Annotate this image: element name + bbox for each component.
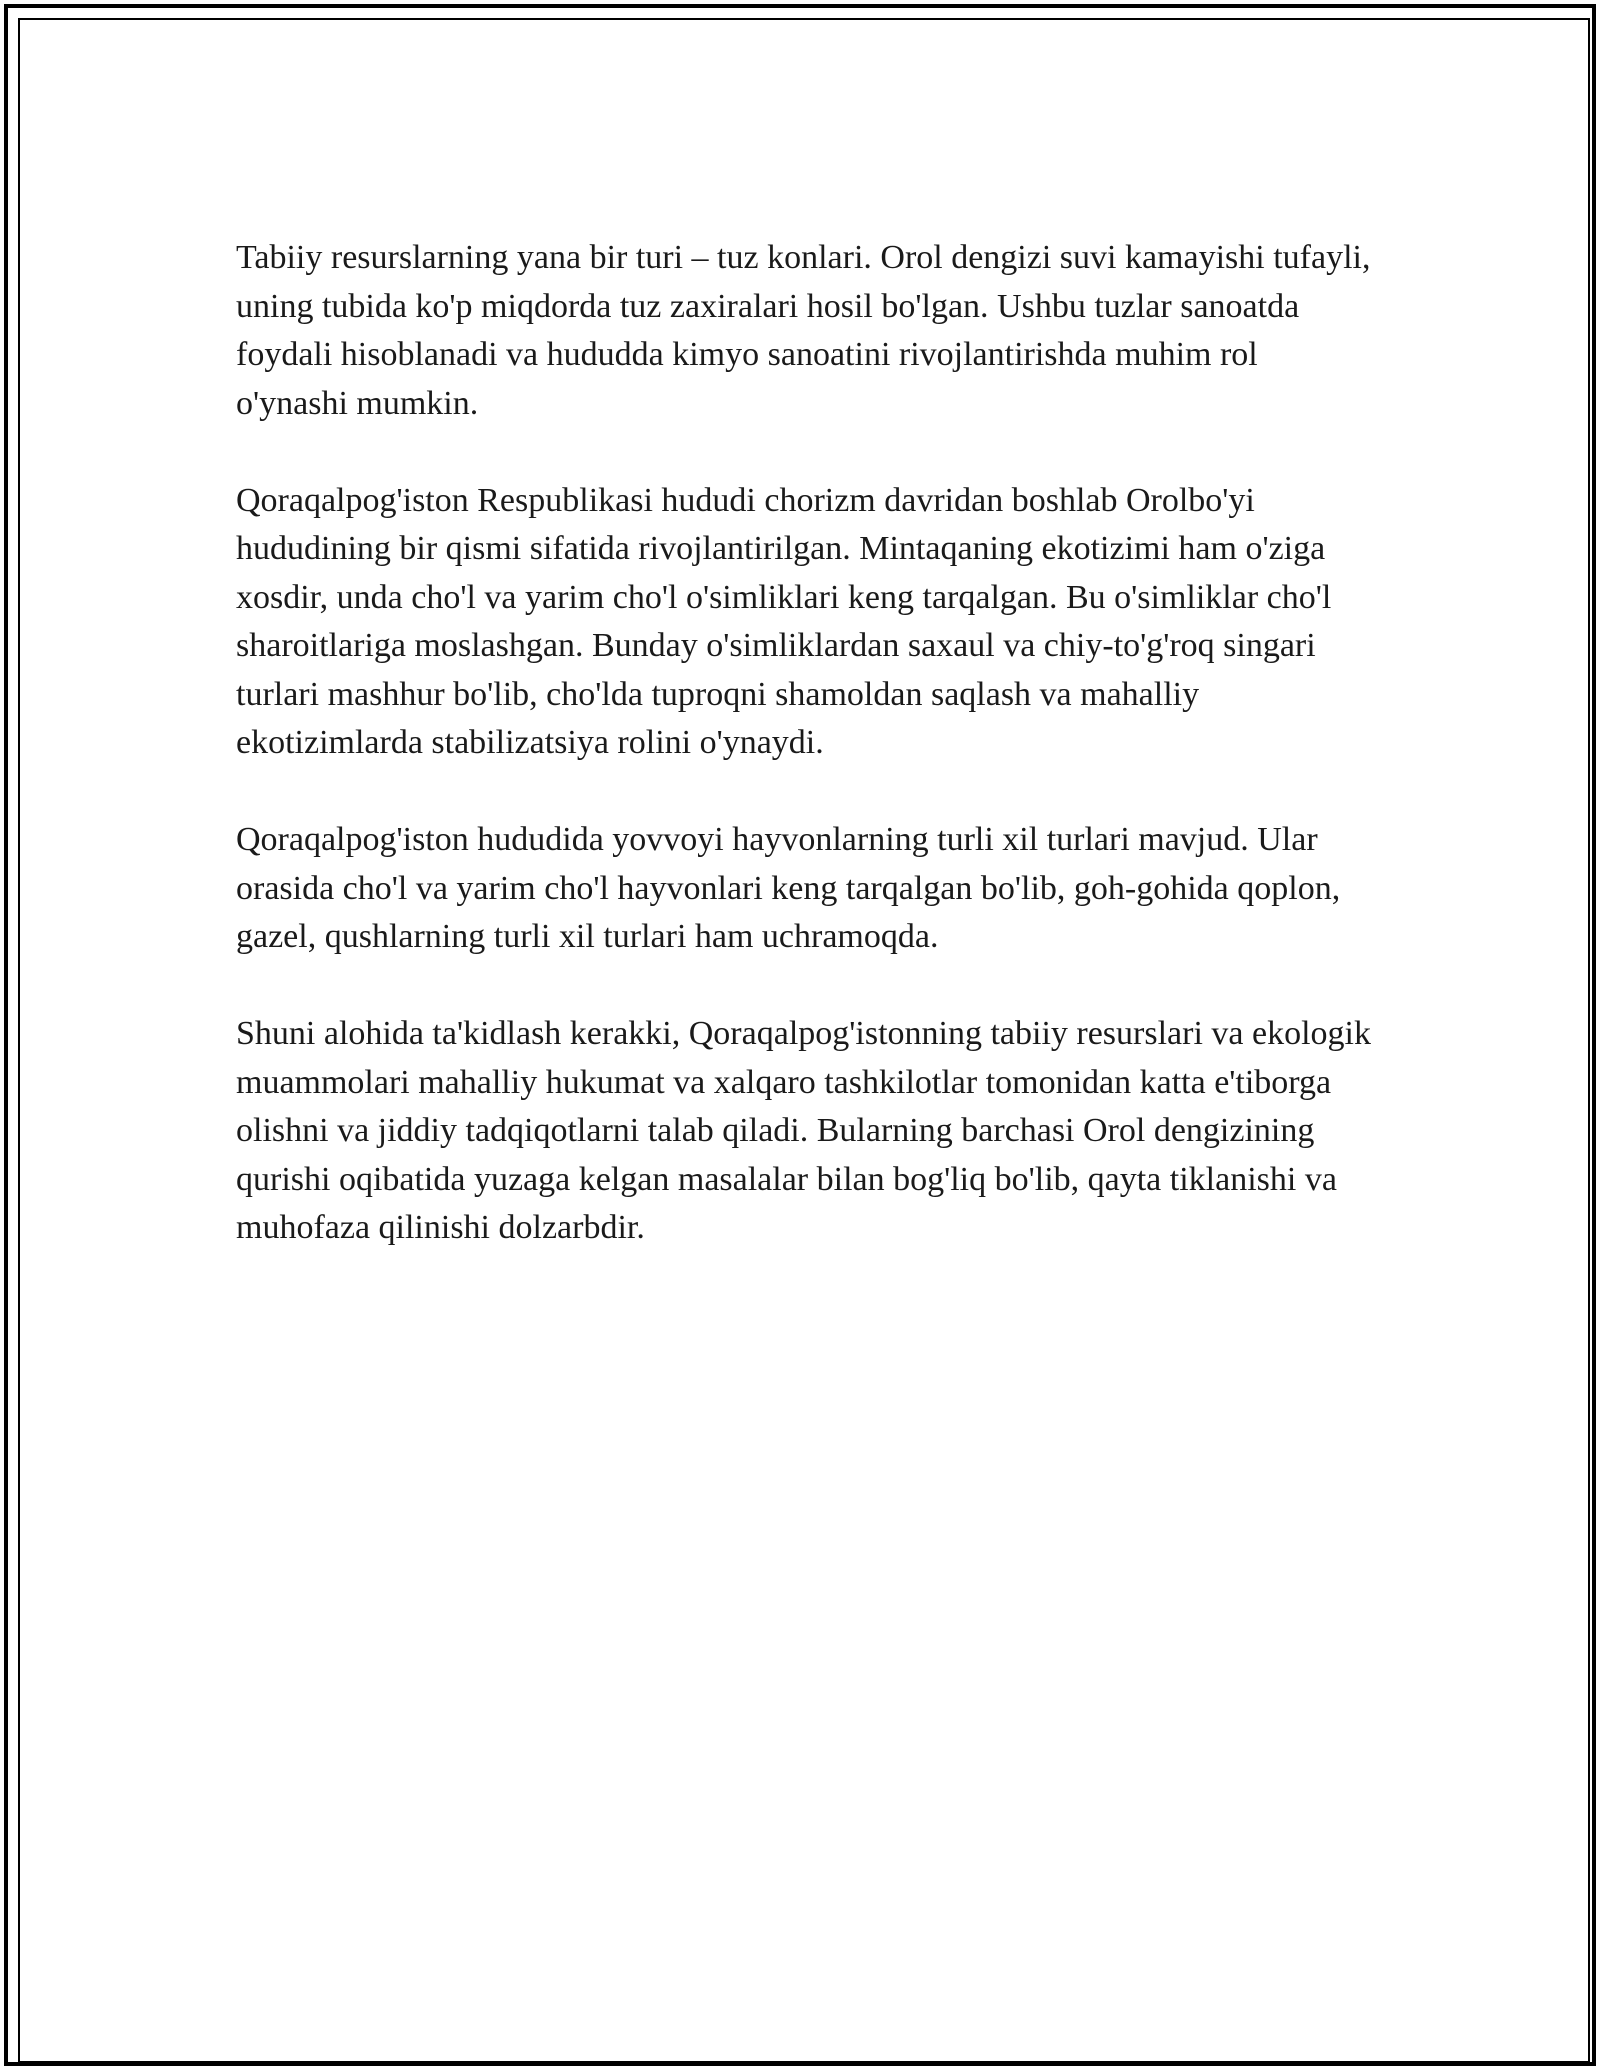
document-body [236,234,1371,1301]
paragraph-conclusion: Shuni alohida ta'kidlash kerakki, Qoraqalpog'istonning tabiiy resurslari va ekologik muammolari mahalliy hukumat va xalqaro tashkilotlar tomonidan katta e'tiborga olishni va jiddiy tadqiqotlarni talab qiladi. Bularning barchasi Orol dengizining qurishi oqibatida yuzaga kelgan masalalar bilan bog'liq bo'lib, qayta tiklanishi va muhofaza qilinishi dolzarbdir. [236,1015,1371,1246]
paragraph-wild-animals: Qoraqalpog'iston hududida yovvoyi hayvonlarning turli xil turlari mavjud. Ular orasida cho'l va yarim cho'l hayvonlari keng tarqalgan bo'lib, goh-gohida qoplon, gazel, qushlarning turli xil turlari ham uchramoqda. [236,821,1341,955]
paragraph-ecosystem-plants: Qoraqalpog'iston Respublikasi hududi chorizm davridan boshlab Orolbo'yi hududining bir qismi sifatida rivojlantirilgan. Mintaqaning ekotizimi ham o'ziga xosdir, unda cho'l va yarim cho'l o'simliklari keng tarqalgan. Bu o'simliklar cho'l sharoitlariga moslashgan. Bunday o'simliklardan saxaul va chiy-to'g'roq singari turlari mashhur bo'lib, cho'lda tuproqni shamoldan saqlash va mahalliy ekotizimlarda stabilizatsiya rolini o'ynaydi. [236,481,1332,761]
paragraph-salt-deposits: Tabiiy resurslarning yana bir turi – tuz konlari. Orol dengizi suvi kamayishi tufayli, uning tubida ko'p miqdorda tuz zaxiralari hosil bo'lgan. Ushbu tuzlar sanoatda foydali hisoblanadi va hududda kimyo sanoatini rivojlantirishda muhim rol o'ynashi mumkin. [236,239,1371,422]
